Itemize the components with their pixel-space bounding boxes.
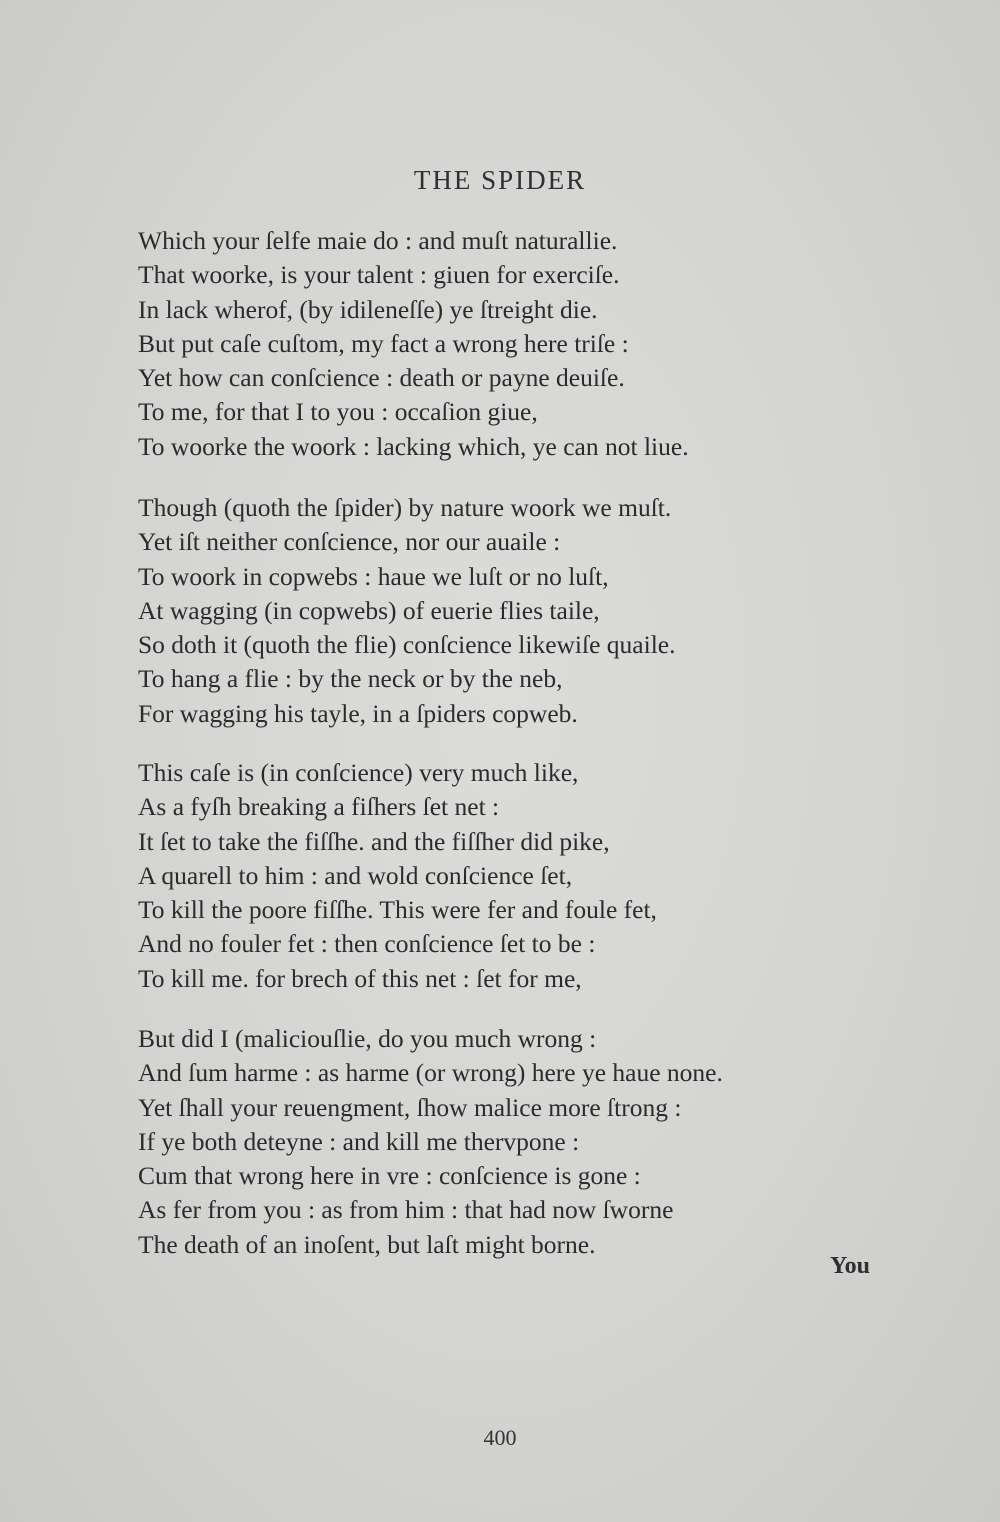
verse-line: In lack wherof, (by idileneſſe) ye ſtreight die. [138,294,598,324]
verse-line: As a fyſh breaking a fiſhers ſet net : [138,792,500,822]
stanza-4 [138,1022,878,1262]
verse-line: To kill the poore fiſſhe. This were fer and foule fet, [138,895,657,925]
verse-line: For wagging his tayle, in a ſpiders copweb. [138,698,578,728]
verse-line: If ye both deteyne : and kill me thervpone : [138,1126,580,1156]
verse-line: To woork in copwebs : haue we luſt or no luſt, [138,561,609,591]
verse-line: To woorke the woork : lacking which, ye can not liue. [138,431,689,461]
verse-line: But did I (maliciouſlie, do you much wrong : [138,1024,597,1053]
verse-line: And no fouler fet : then conſcience ſet to be : [138,929,596,959]
verse-line: To kill me. for brech of this net : ſet for me, [138,963,582,993]
verse-line: That woorke, is your talent : giuen for exerciſe. [138,260,620,290]
verse-line: At wagging (in copwebs) of euerie flies taile, [138,595,600,625]
verse-line: Yet iſt neither conſcience, nor our auaile : [138,527,561,557]
running-head: THE SPIDER [413,165,587,195]
verse-line: Which your ſelfe maie do : and muſt naturallie. [138,226,618,255]
stanza-1 [138,224,878,464]
verse-line: But put caſe cuſtom, my fact a wrong here triſe : [138,328,629,358]
verse-line: Yet how can conſcience : death or payne deuiſe. [138,363,625,393]
verse-line: A quarell to him : and wold conſcience ſet, [138,860,573,890]
stanza-2 [138,491,878,731]
verse-line: Yet ſhall your reuengment, ſhow malice more ſtrong : [138,1092,682,1122]
verse-line: Though (quoth the ſpider) by nature woork we muſt. [138,493,672,522]
verse-line: The death of an inoſent, but laſt might borne. [138,1229,596,1259]
stanza-3 [138,756,878,996]
page-number: 400 [483,1425,517,1450]
verse-line: This caſe is (in conſcience) very much like, [138,758,579,787]
verse-line: To hang a flie : by the neck or by the neb, [138,664,563,694]
verse-line: So doth it (quoth the flie) conſcience likewiſe quaile. [138,630,676,660]
verse-line: It ſet to take the fiſſhe. and the fiſſher did pike, [138,826,610,856]
catchword: You [829,1253,870,1279]
verse-line: Cum that wrong here in vre : conſcience is gone : [138,1161,641,1191]
verse-line: And ſum harme : as harme (or wrong) here ye haue none. [138,1058,723,1088]
verse-line: As fer from you : as from him : that had now ſworne [138,1195,674,1225]
verse-line: To me, for that I to you : occaſion giue, [138,397,538,427]
